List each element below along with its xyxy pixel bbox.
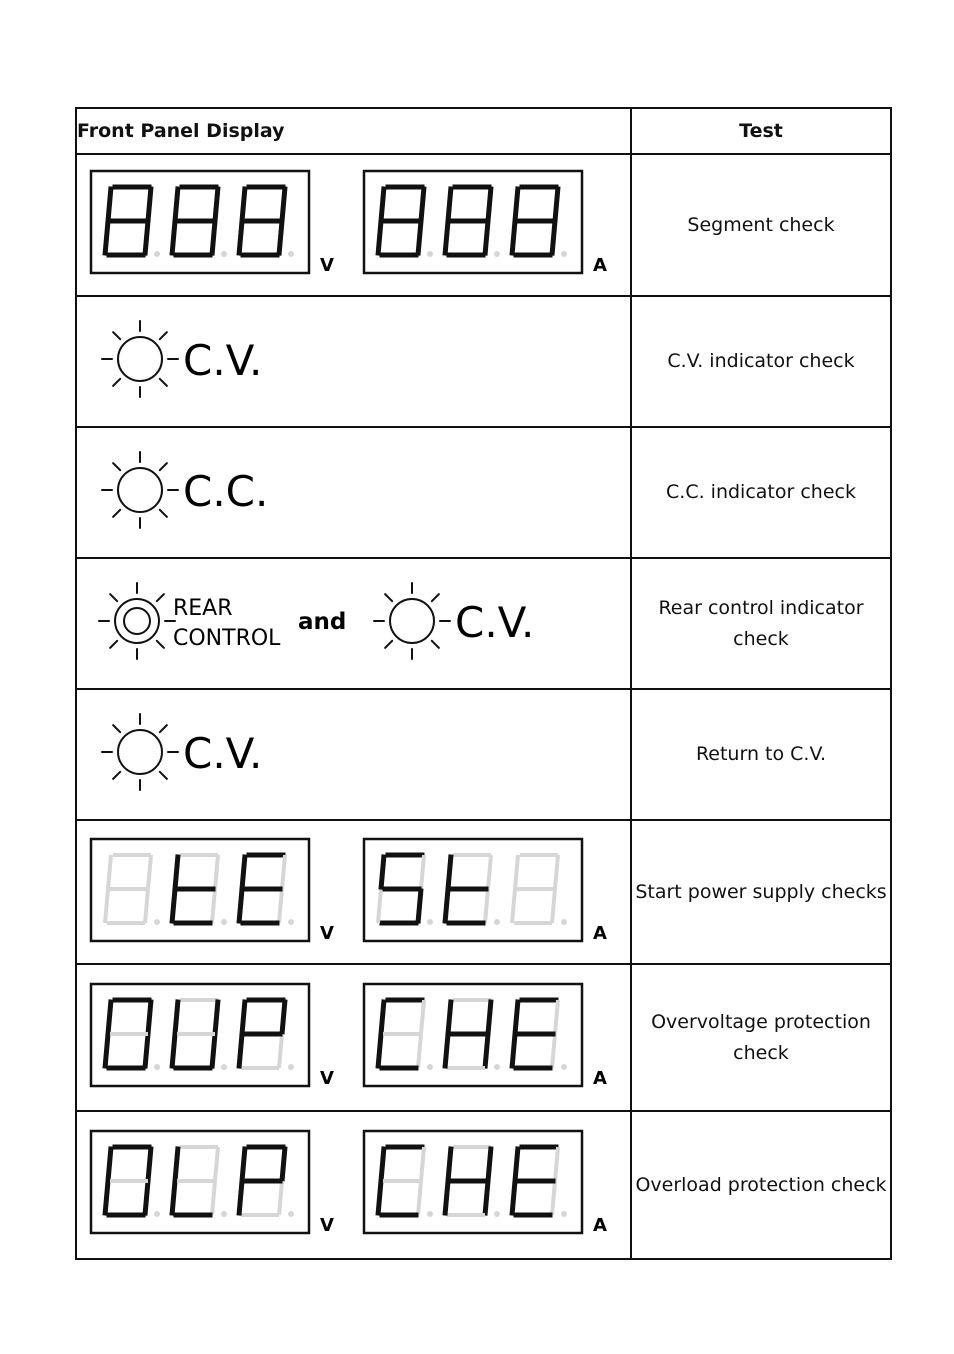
segment-display [77,965,630,1110]
segment-f [108,1149,111,1179]
segment-c [418,1036,421,1066]
amp-unit-label: A [593,255,607,276]
lamp-ray [157,594,164,601]
test-cell: Start power supply checks [631,820,891,964]
test-cell: Rear control indicator check [631,558,891,689]
and-label: and [298,609,347,635]
rear-lamp-lit-icon [99,583,175,659]
segment-display [77,821,630,963]
header-test: Test [631,108,891,154]
segment-e [445,1183,448,1213]
segment-b [282,1002,285,1032]
rear-control-display [77,559,630,688]
segment-c [212,223,215,253]
segment-c [145,223,148,253]
lamp-circle [118,468,162,512]
segment-e [512,223,515,253]
decimal-point [221,919,227,925]
display-cell [76,1111,631,1259]
segment-e [512,1036,515,1066]
table-row [76,558,891,689]
segment-c [145,1036,148,1066]
indicator-display [77,297,630,426]
table-row [76,296,891,427]
segment-f [108,857,111,887]
table-row [76,154,891,296]
segment-c [485,1036,488,1066]
lamp-ray [160,725,167,732]
segment-b [148,1002,151,1032]
display-cell [76,154,631,296]
segment-b [488,1002,491,1032]
segment-f [448,857,451,887]
segment-f [448,1149,451,1179]
segment-f [175,1002,178,1032]
lamp-circle [118,730,162,774]
segment-e [239,223,242,253]
current-display [364,839,607,944]
cv-indicator-label: C.V. [183,336,263,385]
segment-b [421,857,424,887]
decimal-point [221,1211,227,1217]
lamp-ray [113,510,120,517]
segment-e [445,891,448,921]
segment-b [215,857,218,887]
segment-e [105,1183,108,1213]
segment-b [555,1149,558,1179]
lamp-ray [113,463,120,470]
segment-f [175,189,178,219]
display-cell [76,427,631,558]
lamp-ray [110,641,117,648]
test-cell: Segment check [631,154,891,296]
segment-f [242,1002,245,1032]
segment-e [512,891,515,921]
rear-control-label-line1: REAR [173,596,233,621]
segment-e [105,223,108,253]
segment-b [282,1149,285,1179]
segment-e [172,223,175,253]
display-cell [76,296,631,427]
segment-c [418,891,421,921]
segment-b [555,189,558,219]
decimal-point [561,251,567,257]
segment-e [378,223,381,253]
lamp-circle [390,599,434,643]
volt-unit-label: V [320,1215,334,1236]
indicator-display [77,690,630,819]
lamp-ray [160,332,167,339]
decimal-point [494,1211,500,1217]
lamp-ray [110,594,117,601]
voltage-display [91,984,334,1089]
lamp-ray [160,772,167,779]
segment-e [445,1036,448,1066]
test-cell: Overvoltage protection check [631,964,891,1111]
segment-e [172,1036,175,1066]
segment-f [448,189,451,219]
segment-b [215,1002,218,1032]
segment-b [148,1149,151,1179]
segment-display [77,155,630,295]
current-display [364,1131,607,1236]
segment-f [242,857,245,887]
decimal-point [561,919,567,925]
segment-c [485,891,488,921]
amp-unit-label: A [593,1215,607,1236]
decimal-point [561,1064,567,1070]
test-cell: C.C. indicator check [631,427,891,558]
segment-c [485,223,488,253]
segment-c [552,223,555,253]
segment-b [421,1002,424,1032]
volt-unit-label: V [320,1068,334,1089]
voltage-display [91,839,334,944]
lamp-ray [113,772,120,779]
segment-b [282,857,285,887]
front-panel-table [75,107,892,1260]
segment-e [239,1183,242,1213]
lamp-ray [432,641,439,648]
indicator-display [77,428,630,557]
segment-e [239,891,242,921]
segment-c [552,1183,555,1213]
decimal-point [427,1211,433,1217]
voltage-display [91,1131,334,1236]
segment-b [555,1002,558,1032]
segment-c [212,1036,215,1066]
lamp-ray [385,594,392,601]
lamp-circle [118,337,162,381]
volt-unit-label: V [320,255,334,276]
segment-display [77,1112,630,1258]
lamp-ray [157,641,164,648]
lamp-ray [113,725,120,732]
segment-e [378,1036,381,1066]
cv-indicator-label: C.V. [183,729,263,778]
display-cell [76,820,631,964]
lamp-ray [432,594,439,601]
segment-c [212,1183,215,1213]
decimal-point [154,1211,160,1217]
segment-b [148,857,151,887]
segment-c [145,1183,148,1213]
lamp-ray [385,641,392,648]
segment-b [488,857,491,887]
segment-f [108,189,111,219]
lamp-lit-icon [102,321,178,397]
lamp-ray [160,463,167,470]
table-row [76,427,891,558]
lamp-ray [113,379,120,386]
decimal-point [288,1211,294,1217]
decimal-point [154,1064,160,1070]
test-cell: Overload protection check [631,1111,891,1259]
decimal-point [494,919,500,925]
current-display [364,171,607,276]
segment-e [378,891,381,921]
decimal-point [288,251,294,257]
table-row [76,964,891,1111]
segment-b [555,857,558,887]
segment-c [279,1036,282,1066]
segment-f [175,857,178,887]
table-header-row [76,108,891,154]
segment-c [279,891,282,921]
segment-f [515,857,518,887]
decimal-point [221,251,227,257]
table-row [76,820,891,964]
lamp-ray [160,510,167,517]
amp-unit-label: A [593,923,607,944]
segment-f [515,189,518,219]
segment-f [242,189,245,219]
lamp-circle [115,599,159,643]
decimal-point [288,1064,294,1070]
decimal-point [427,251,433,257]
lamp-lit-icon [374,583,450,659]
current-display [364,984,607,1089]
segment-f [381,189,384,219]
segment-b [215,189,218,219]
decimal-point [427,919,433,925]
lamp-lit-icon [102,714,178,790]
decimal-point [494,251,500,257]
volt-unit-label: V [320,923,334,944]
lamp-lit-icon [102,452,178,528]
segment-c [552,891,555,921]
segment-f [515,1149,518,1179]
segment-f [175,1149,178,1179]
segment-b [282,189,285,219]
segment-b [488,1149,491,1179]
display-cell [76,558,631,689]
segment-c [145,891,148,921]
segment-e [105,1036,108,1066]
rear-control-label-line2: CONTROL [173,626,281,651]
decimal-point [288,919,294,925]
segment-e [378,1183,381,1213]
test-cell: C.V. indicator check [631,296,891,427]
segment-c [279,1183,282,1213]
segment-c [418,223,421,253]
lamp-ray [160,379,167,386]
segment-c [212,891,215,921]
segment-f [381,857,384,887]
segment-b [215,1149,218,1179]
segment-f [108,1002,111,1032]
segment-b [421,1149,424,1179]
voltage-display [91,171,334,276]
decimal-point [154,251,160,257]
segment-f [515,1002,518,1032]
segment-b [421,189,424,219]
decimal-point [427,1064,433,1070]
cv-indicator-label: C.V. [455,598,535,647]
segment-c [485,1183,488,1213]
segment-c [279,223,282,253]
table-row [76,689,891,820]
cc-indicator-label: C.C. [183,467,269,516]
test-cell: Return to C.V. [631,689,891,820]
display-cell [76,964,631,1111]
segment-e [105,891,108,921]
segment-e [512,1183,515,1213]
header-front-panel-display: Front Panel Display [76,108,631,154]
segment-f [448,1002,451,1032]
decimal-point [221,1064,227,1070]
segment-f [381,1149,384,1179]
decimal-point [561,1211,567,1217]
amp-unit-label: A [593,1068,607,1089]
segment-b [488,189,491,219]
display-cell [76,689,631,820]
decimal-point [494,1064,500,1070]
segment-c [552,1036,555,1066]
lamp-ray [113,332,120,339]
table-row [76,1111,891,1259]
segment-e [445,223,448,253]
segment-b [148,189,151,219]
segment-e [172,1183,175,1213]
segment-f [242,1149,245,1179]
decimal-point [154,919,160,925]
segment-c [418,1183,421,1213]
segment-f [381,1002,384,1032]
segment-e [239,1036,242,1066]
segment-e [172,891,175,921]
